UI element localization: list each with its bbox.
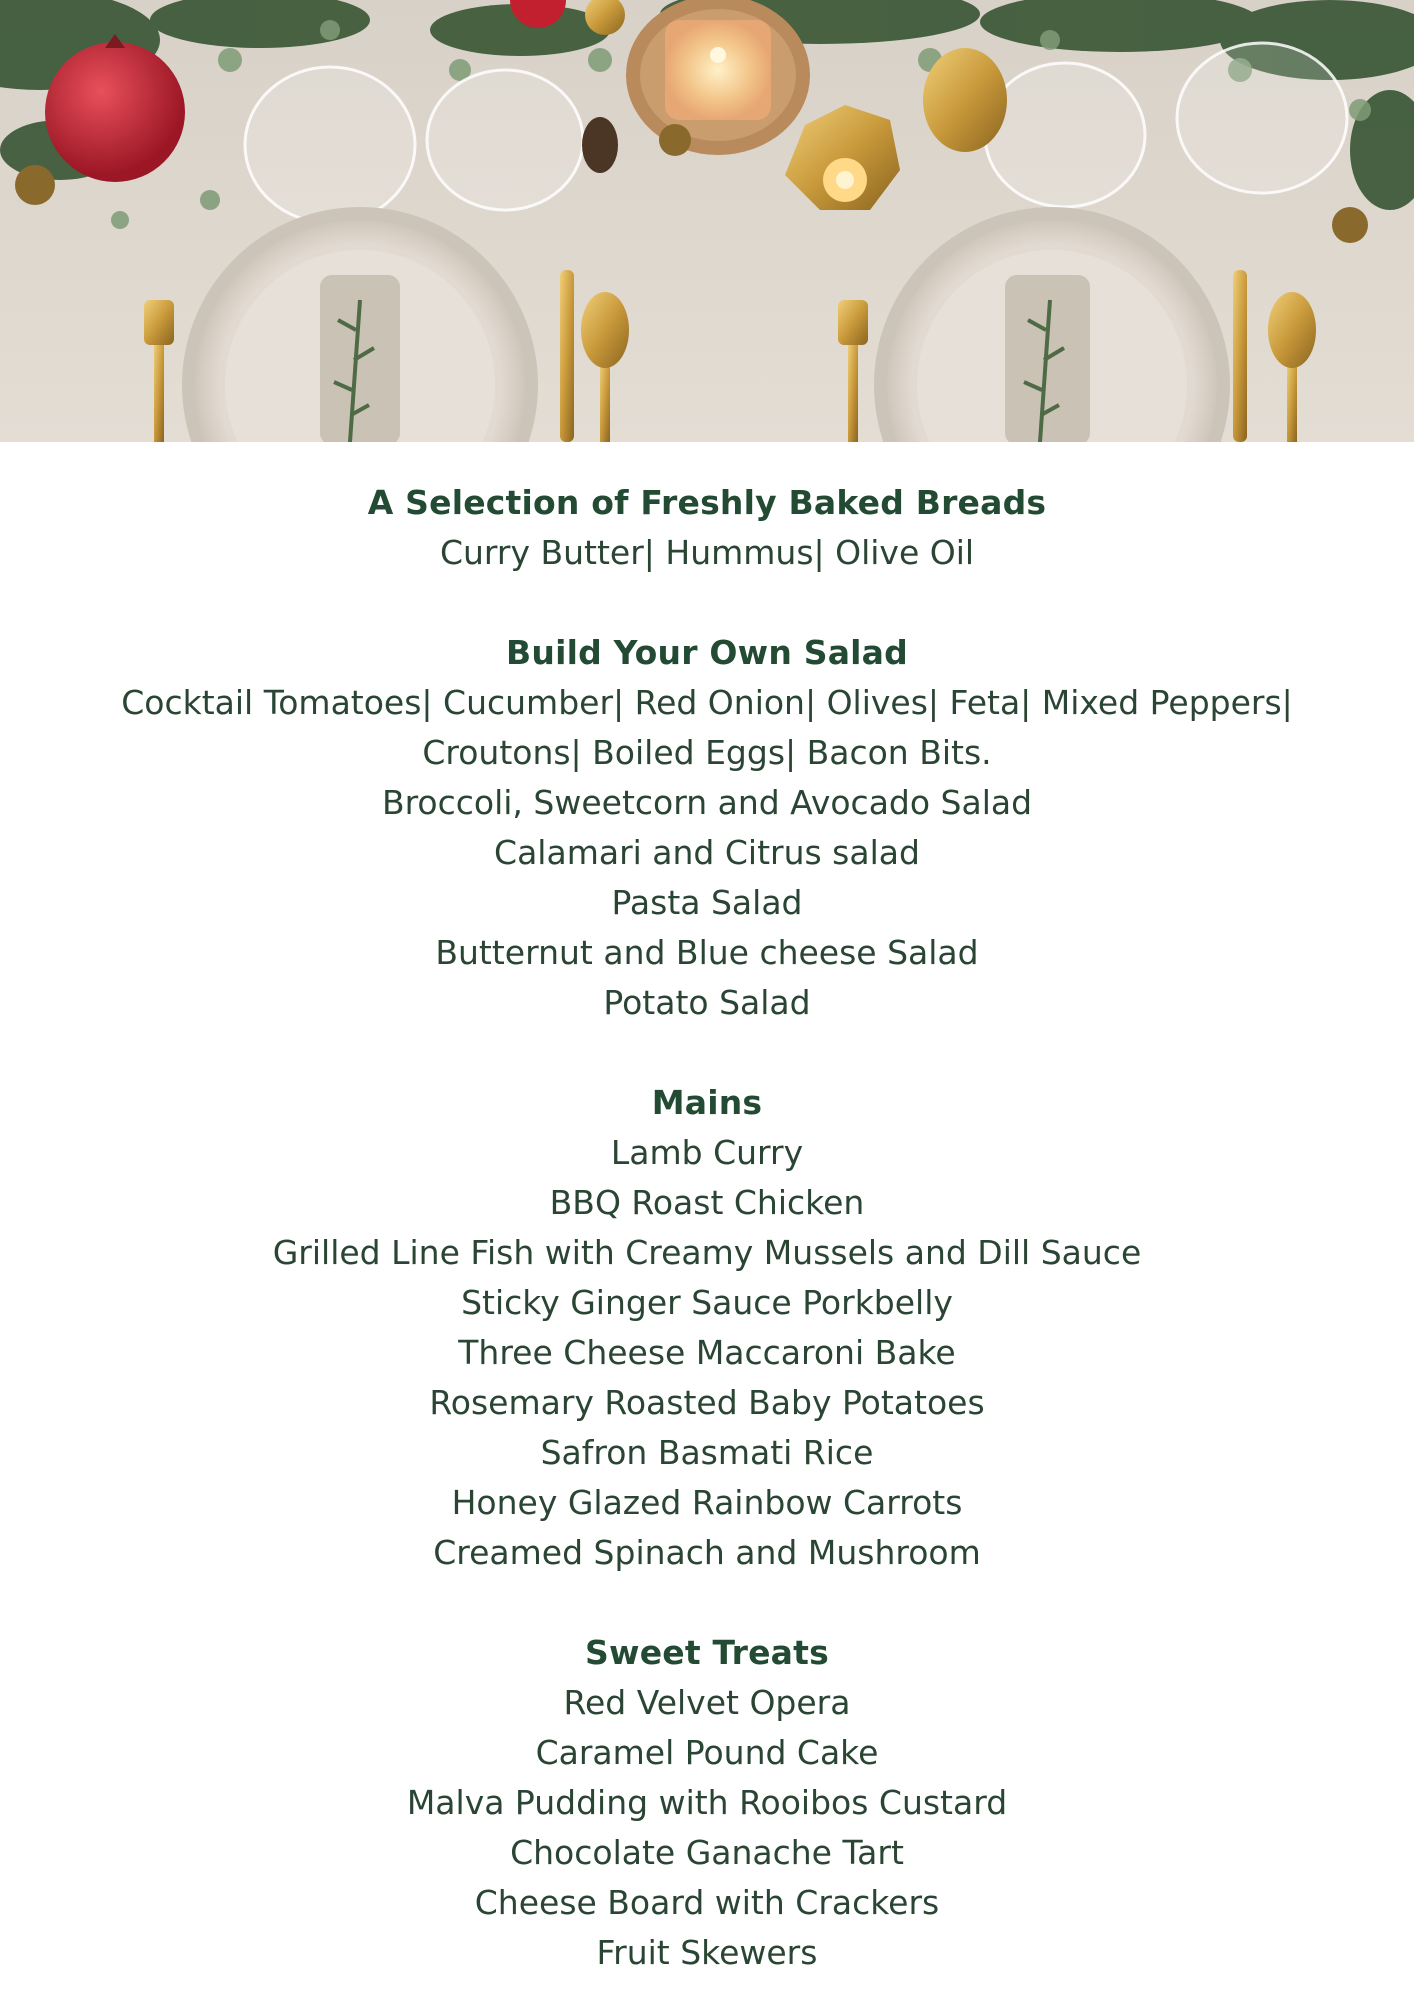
menu-section-mains — [0, 1078, 1414, 1578]
menu-item: Lamb Curry — [610, 1133, 804, 1172]
menu-item: Croutons| Boiled Eggs| Bacon Bits. — [422, 733, 992, 772]
menu-item: Grilled Line Fish with Creamy Mussels and Dill Sauce — [272, 1233, 1142, 1272]
menu-item: Malva Pudding with Rooibos Custard — [406, 1783, 1008, 1822]
menu-item: Calamari and Citrus salad — [494, 833, 920, 872]
menu-section-salad — [0, 628, 1414, 1028]
menu-item: Three Cheese Maccaroni Bake — [458, 1333, 956, 1372]
menu-item: Chocolate Ganache Tart — [510, 1833, 904, 1872]
item-list — [0, 1128, 1414, 1578]
menu-content — [0, 478, 1414, 1978]
menu-item: Butternut and Blue cheese Salad — [435, 933, 979, 972]
item-list — [0, 528, 1414, 578]
menu-item: Potato Salad — [603, 983, 811, 1022]
menu-item: Safron Basmati Rice — [540, 1433, 874, 1472]
menu-item: Creamed Spinach and Mushroom — [433, 1533, 981, 1572]
section-title: Sweet Treats — [585, 1633, 829, 1672]
menu-item: Rosemary Roasted Baby Potatoes — [429, 1383, 985, 1422]
menu-section-sweet-treats — [0, 1628, 1414, 1978]
menu-item: Cheese Board with Crackers — [474, 1883, 940, 1922]
menu-item: Sticky Ginger Sauce Porkbelly — [461, 1283, 953, 1322]
item-list — [0, 1678, 1414, 1978]
menu-item: Curry Butter| Hummus| Olive Oil — [439, 533, 975, 572]
section-title: Build Your Own Salad — [506, 633, 908, 672]
menu-section-breads — [0, 478, 1414, 578]
menu-item: Cocktail Tomatoes| Cucumber| Red Onion| Olives| Feta| Mixed Peppers| — [121, 683, 1293, 722]
menu-item: BBQ Roast Chicken — [549, 1183, 865, 1222]
menu-item: Pasta Salad — [611, 883, 803, 922]
item-list — [0, 678, 1414, 1028]
hero-table-photo — [0, 0, 1414, 442]
menu-item: Red Velvet Opera — [563, 1683, 851, 1722]
section-title: Mains — [651, 1083, 763, 1122]
menu-item: Broccoli, Sweetcorn and Avocado Salad — [381, 783, 1033, 822]
menu-item: Fruit Skewers — [596, 1933, 818, 1972]
section-title: A Selection of Freshly Baked Breads — [367, 483, 1047, 522]
menu-item: Caramel Pound Cake — [535, 1733, 879, 1772]
menu-item: Honey Glazed Rainbow Carrots — [451, 1483, 963, 1522]
